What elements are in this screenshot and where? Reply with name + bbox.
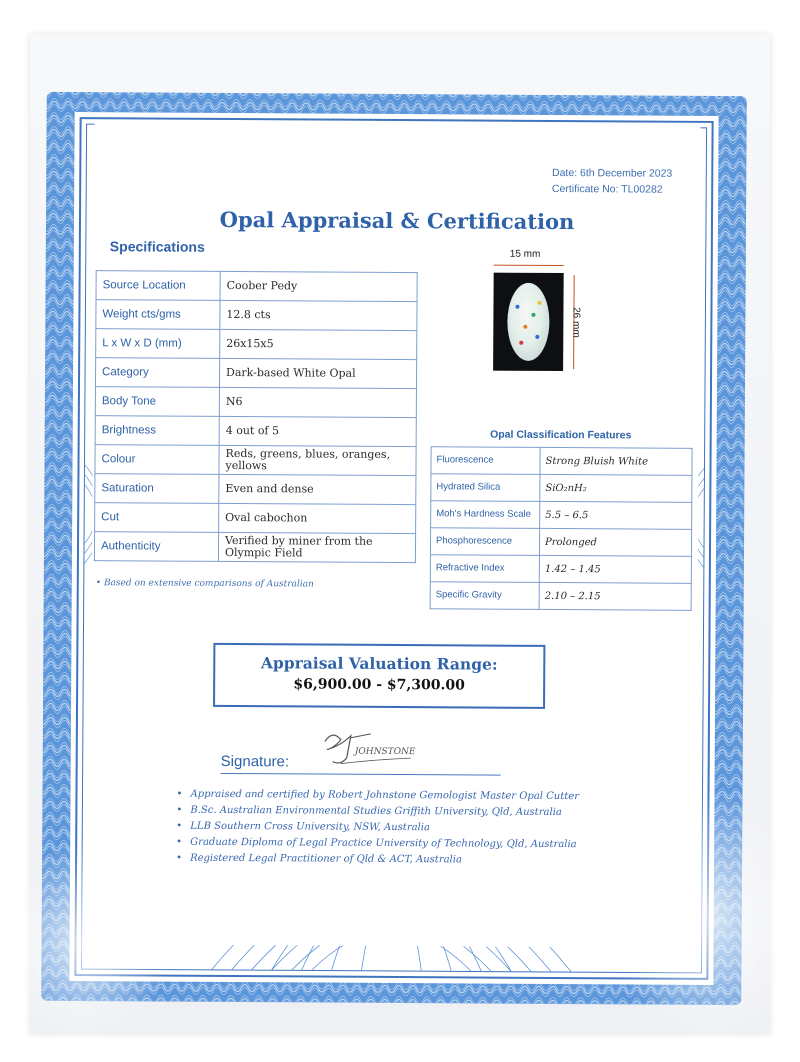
date-line <box>552 165 672 182</box>
spec-label: Authenticity <box>94 532 218 562</box>
footnote-text: Based on extensive comparisons of Australian <box>103 578 314 590</box>
spec-row <box>95 445 416 476</box>
classification-row <box>430 555 691 584</box>
credential-item: • Graduate Diploma of Legal Practice University of Technology, Qld, Australia <box>176 835 579 853</box>
spec-label: Category <box>95 358 219 388</box>
spec-value: Oval cabochon <box>219 503 416 533</box>
classification-value: 5.5 – 6.5 <box>540 501 692 529</box>
classification-label: Phosphorescence <box>430 528 539 556</box>
classification-label: Refractive Index <box>430 555 539 583</box>
svg-text:JOHNSTONE: JOHNSTONE <box>354 746 416 758</box>
spec-value: Even and dense <box>219 474 416 504</box>
appraisal-box <box>213 643 545 709</box>
classification-label: Hydrated Silica <box>431 474 540 502</box>
spec-label: Saturation <box>95 474 219 504</box>
spec-value: Reds, greens, blues, oranges, yellows <box>219 445 416 475</box>
classification-table <box>430 446 693 611</box>
signature-line <box>221 773 501 776</box>
opal-fire-dot <box>519 341 523 345</box>
footnote: • Based on extensive comparisons of Australian <box>95 578 314 590</box>
classification-row <box>430 582 691 611</box>
classification-row <box>431 447 692 476</box>
classification-row <box>430 528 691 557</box>
classification-value: Strong Bluish White <box>540 447 692 475</box>
spec-row <box>94 532 415 563</box>
classification-row <box>431 501 692 530</box>
credentials-list <box>176 787 579 869</box>
classification-value: SiO₂nH₂ <box>540 474 692 502</box>
opal-fire-dot <box>531 313 535 317</box>
opal-photo <box>493 273 564 371</box>
appraisal-value: $6,900.00 - $7,300.00 <box>293 676 465 694</box>
width-dimension-label: 15 mm <box>509 248 541 260</box>
certificate-content <box>90 122 701 948</box>
spec-row <box>95 474 416 505</box>
spec-row <box>95 358 416 389</box>
spec-label: Source Location <box>96 271 220 301</box>
classification-value: 1.42 – 1.45 <box>539 555 691 583</box>
certificate-title: Opal Appraisal & Certification <box>219 206 575 235</box>
spec-row <box>95 503 416 534</box>
spec-label: Colour <box>95 445 219 475</box>
spec-label: Body Tone <box>95 387 219 417</box>
handwritten-signature <box>311 727 451 772</box>
opal-fire-dot <box>515 305 519 309</box>
credential-item: • LLB Southern Cross University, NSW, Australia <box>176 819 579 837</box>
opal-fire-dot <box>537 301 541 305</box>
classification-value: 2.10 – 2.15 <box>539 582 691 610</box>
credential-item: • Appraised and certified by Robert Johnstone Gemologist Master Opal Cutter <box>176 787 579 805</box>
appraisal-heading: Appraisal Valuation Range: <box>260 653 498 674</box>
spec-row <box>95 416 416 447</box>
date-value: 6th December 2023 <box>580 167 673 180</box>
spec-label: L x W x D (mm) <box>96 329 220 359</box>
classification-heading: Opal Classification Features <box>490 428 632 442</box>
signature-label: Signature: <box>220 752 290 771</box>
spec-value: Dark-based White Opal <box>219 358 416 388</box>
spec-value: 12.8 cts <box>220 300 417 330</box>
opal-fire-dot <box>535 335 539 339</box>
specifications-table <box>94 270 418 563</box>
credential-item: • B.Sc. Australian Environmental Studies Griffith University, Qld, Australia <box>176 803 579 821</box>
spec-label: Weight cts/gms <box>96 300 220 330</box>
classification-label: Fluorescence <box>431 447 540 475</box>
spec-row <box>96 329 417 360</box>
spec-value: Verified by miner from the Olympic Field <box>218 532 415 562</box>
certificate-number-label: Certificate No: <box>551 182 619 196</box>
certificate-number-value: TL00282 <box>621 183 663 196</box>
credential-item: • Registered Legal Practitioner of Qld & ACT, Australia <box>176 851 579 869</box>
spec-row <box>96 300 417 331</box>
classification-label: Specific Gravity <box>430 582 539 610</box>
spec-value: 26x15x5 <box>220 329 417 359</box>
certificate-number-line <box>552 181 672 198</box>
spec-label: Brightness <box>95 416 219 446</box>
classification-row <box>431 474 692 503</box>
height-dimension-label: 26 mm <box>570 307 582 338</box>
classification-value: Prolonged <box>539 528 691 556</box>
date-label: Date: <box>551 166 578 180</box>
spec-label: Cut <box>95 503 219 533</box>
width-dimension-line <box>494 265 564 266</box>
spec-row <box>96 271 417 302</box>
spec-value: N6 <box>219 387 416 417</box>
certificate-page <box>31 84 757 1013</box>
spec-value: 4 out of 5 <box>219 416 416 446</box>
specifications-heading: Specifications <box>109 238 205 255</box>
spec-value: Coober Pedy <box>220 271 417 301</box>
opal-fire-dot <box>523 325 527 329</box>
opal-stone <box>507 283 549 361</box>
classification-label: Moh's Hardness Scale <box>431 501 540 529</box>
spec-row <box>95 387 416 418</box>
certificate-meta <box>552 165 672 198</box>
